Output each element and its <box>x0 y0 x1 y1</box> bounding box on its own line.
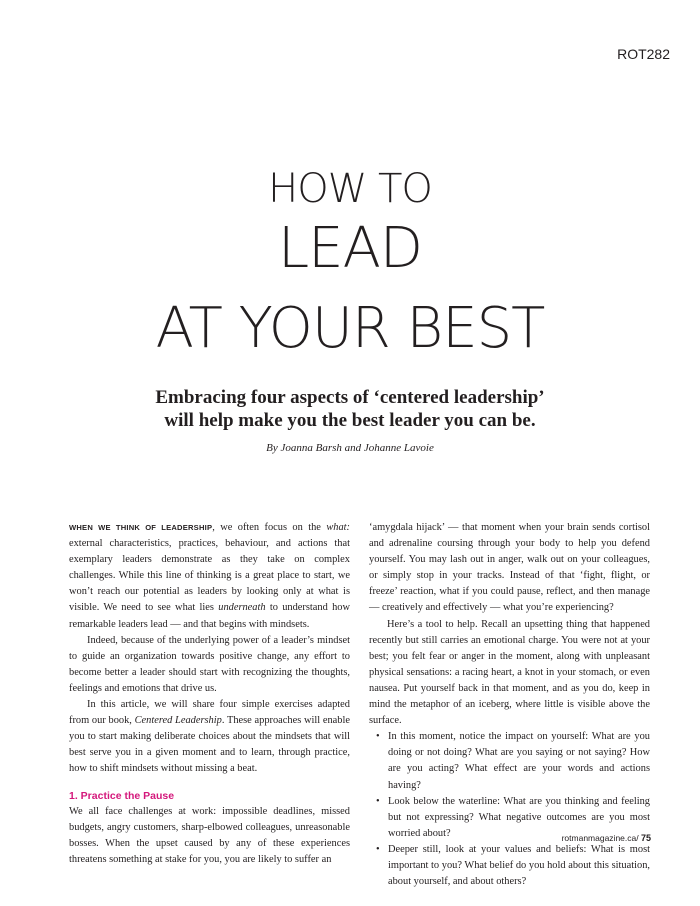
page-footer <box>562 833 651 843</box>
paragraph-6: Here’s a tool to help. Recall an upsetting thing that happened recently but still carries an emotional charge. You were not at your best; you felt fear or anger in the moment, along with unpleasant physical sensations: a racing heart, a knot in your stomach, or even nausea. Put yourself back in that moment, and as you do, keep in mind the metaphor of an iceberg, where little is visible above the surface. <box>369 618 650 727</box>
bullet-list <box>369 729 650 890</box>
bullet-dot: • <box>376 731 380 743</box>
text-run: external characteristics, practices, behaviour, and actions that exemplary leaders demonstrate as they take on complex challenges. While this line of thinking is a great place to start, we won’t reach our potential as leaders by looking only at what is visible. We need to see what lies <box>69 538 350 614</box>
emphasis-underneath: underneath <box>218 602 266 614</box>
bullet-dot: • <box>376 843 380 855</box>
deck <box>0 386 700 432</box>
lead-in: WHEN WE THINK OF LEADERSHIP <box>69 523 213 532</box>
title-line-1: HOW TO <box>268 166 432 212</box>
section-heading: 1. Practice the Pause <box>69 789 175 802</box>
emphasis-what: what: <box>326 522 350 533</box>
bullet-item <box>369 842 650 890</box>
text-run: In this article, we will share four simple exercises adapted from our book, <box>69 699 350 727</box>
book-title: Centered Leadership <box>134 715 222 727</box>
page-number: 75 <box>640 833 651 843</box>
deck-line-1: Embracing four aspects of ‘centered leadership’ <box>155 387 545 408</box>
article-column-left <box>69 520 350 868</box>
paragraph-5: ‘amygdala hijack’ — that moment when your brain sends cortisol and adrenaline coursing through your body to help you defend yourself. You may lash out in anger, walk out on your colleagues, or simply stop in your tracks. Instead of that ‘fight, flight, or freeze’ reaction, what if you could pause, reflect, and then manage — creatively and effectively — what you’re experiencing? <box>369 522 650 614</box>
paragraph-3 <box>69 697 350 777</box>
issue-code: ROT282 <box>617 46 670 62</box>
title-line-3: AT YOUR BEST <box>155 296 545 361</box>
bullet-text: Look below the waterline: What are you thinking and feeling but not expressing? What negative outcomes are you most worried about? <box>388 795 650 839</box>
text-run: to understand how remarkable leaders lead — and that begins with mindsets. <box>69 602 350 630</box>
byline: By Joanna Barsh and Johanne Lavoie <box>266 442 434 454</box>
bullet-dot: • <box>376 795 380 807</box>
paragraph-intro <box>69 520 350 633</box>
paragraph-4: We all face challenges at work: impossible deadlines, missed budgets, angry customers, sharp-elbowed colleagues, unreasonable bosses. When the upset caused by any of these experiences threatens something at stake for you, you are likely to suffer an <box>69 805 350 865</box>
bullet-item <box>369 729 650 793</box>
title-line-2: LEAD <box>277 216 422 281</box>
bullet-text: In this moment, notice the impact on yourself: What are you doing or not doing? What are you saying or not saying? How are you acting? What effect are your words and actions having? <box>388 731 650 791</box>
bullet-text: Deeper still, look at your values and beliefs: What is most important to you? What belief do you hold about this situation, about yourself, and about others? <box>388 843 650 888</box>
text-run: . These approaches will enable you to start making deliberate choices about the mindsets that will best serve you in a given moment and to learn, through practice, how to shift mindsets without missing a beat. <box>69 715 350 775</box>
text-run: , we often focus on the <box>212 522 327 533</box>
paragraph-2: Indeed, because of the underlying power of a leader’s mindset to guide an organization towards positive change, any effort to become better a leader should start with recognizing the thoughts, feelings and emotions that drive us. <box>69 634 350 694</box>
footer-site: rotmanmagazine.ca/ <box>561 833 639 843</box>
deck-line-2: will help make you the best leader you can be. <box>164 410 536 431</box>
